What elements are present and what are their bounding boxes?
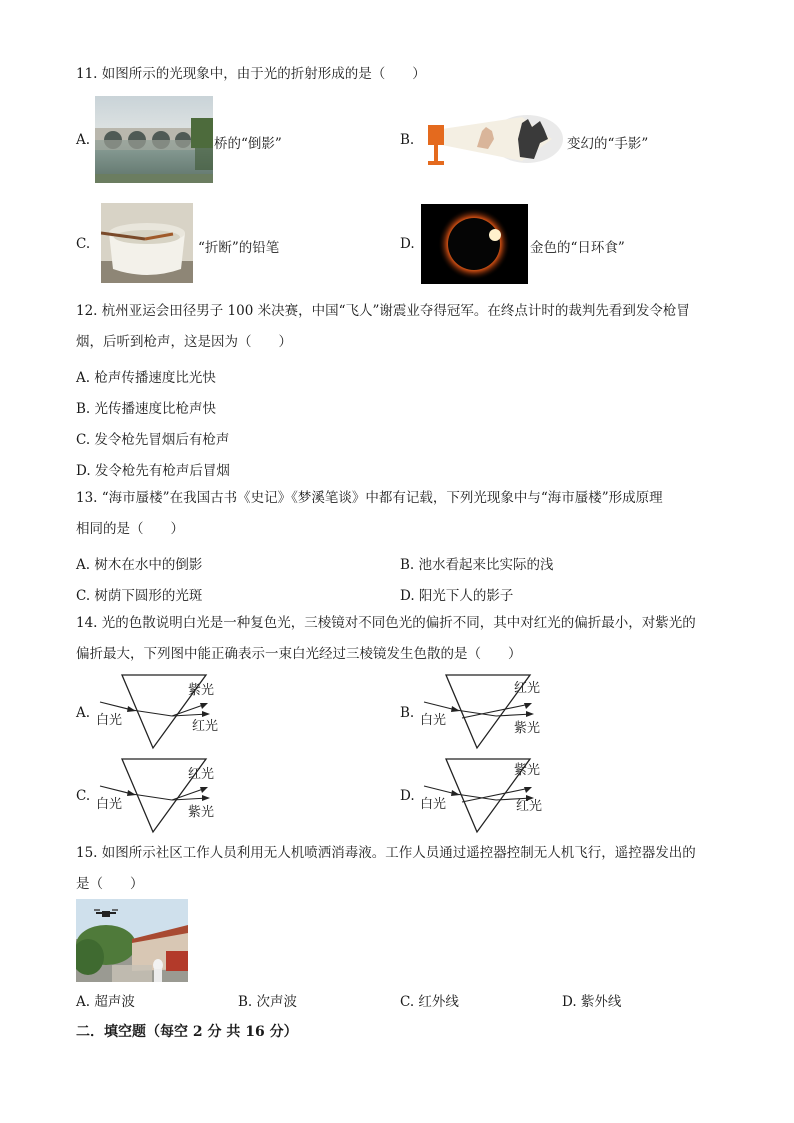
q11-option-a-caption: 桥的“倒影” [214, 136, 282, 152]
prism-diagram-c [88, 756, 238, 834]
q14-stem-line1: 14. 光的色散说明白光是一种复色光，三棱镜对不同色光的偏折不同，其中对红光的偏折最小，对紫光的 [76, 615, 696, 631]
section-2-heading: 二．填空题（每空 2 分 共 16 分） [76, 1024, 298, 1040]
bottom-ray-label-c: 紫光 [188, 805, 215, 820]
q11-stem: 11. 如图所示的光现象中，由于光的折射形成的是（ ） [76, 66, 426, 82]
q11-option-c-letter[interactable]: C. [76, 236, 91, 252]
q14-stem-line2: 偏折最大，下列图中能正确表示一束白光经过三棱镜发生色散的是（ ） [76, 646, 522, 662]
q11-option-c-caption: “折断”的铅笔 [198, 240, 280, 256]
q12-stem-line2: 烟，后听到枪声，这是因为（ ） [76, 334, 292, 350]
q15-option-d[interactable]: D. 紫外线 [562, 994, 622, 1010]
white-light-label-c: 白光 [96, 797, 123, 812]
q13-stem-line2: 相同的是（ ） [76, 521, 184, 537]
q12-option-c[interactable]: C. 发令枪先冒烟后有枪声 [76, 432, 230, 448]
q15-stem-line2: 是（ ） [76, 876, 144, 892]
q15-option-b[interactable]: B. 次声波 [238, 994, 298, 1010]
q13-option-d[interactable]: D. 阳光下人的影子 [400, 588, 514, 604]
top-ray-label-a: 紫光 [188, 683, 215, 698]
bottom-ray-label-b: 紫光 [514, 721, 541, 736]
q12-stem-line1: 12. 杭州亚运会田径男子 100 米决赛，中国“飞人”谢震业夺得冠军。在终点计时的裁判先看到发令枪冒 [76, 303, 690, 319]
q13-option-a[interactable]: A. 树木在水中的倒影 [76, 557, 203, 573]
prism-diagram-d [412, 756, 562, 834]
white-light-label-a: 白光 [96, 713, 123, 728]
q11-option-b-caption: 变幻的“手影” [567, 136, 649, 152]
drone-spraying-image [76, 899, 188, 982]
q14-option-d-letter[interactable]: D. [400, 788, 415, 804]
solar-eclipse-image [421, 204, 528, 284]
prism-diagram-a [88, 672, 238, 750]
q12-option-a[interactable]: A. 枪声传播速度比光快 [76, 370, 216, 386]
bridge-reflection-image [95, 96, 213, 183]
q15-stem-line1: 15. 如图所示社区工作人员利用无人机喷洒消毒液。工作人员通过遥控器控制无人机飞行，遥控器发出的 [76, 845, 696, 861]
q15-option-a[interactable]: A. 超声波 [76, 994, 135, 1010]
q14-option-c-letter[interactable]: C. [76, 788, 91, 804]
q12-option-d[interactable]: D. 发令枪先有枪声后冒烟 [76, 463, 230, 479]
hand-shadow-image [422, 109, 564, 169]
bottom-ray-label-d: 红光 [516, 799, 543, 814]
white-light-label-b: 白光 [420, 713, 447, 728]
white-light-label-d: 白光 [420, 797, 447, 812]
q13-option-b[interactable]: B. 池水看起来比实际的浅 [400, 557, 554, 573]
top-ray-label-d: 紫光 [514, 763, 541, 778]
top-ray-label-c: 红光 [188, 767, 215, 782]
top-ray-label-b: 红光 [514, 681, 541, 696]
q12-option-b[interactable]: B. 光传播速度比枪声快 [76, 401, 217, 417]
bent-pencil-image [101, 203, 193, 283]
q11-option-d-caption: 金色的“日环食” [530, 240, 625, 256]
q13-option-c[interactable]: C. 树荫下圆形的光斑 [76, 588, 203, 604]
q11-option-b-letter[interactable]: B. [400, 132, 415, 148]
q15-option-c[interactable]: C. 红外线 [400, 994, 459, 1010]
q14-option-a-letter[interactable]: A. [76, 705, 91, 721]
prism-diagram-b [412, 670, 562, 750]
q13-stem-line1: 13. “海市蜃楼”在我国古书《史记》《梦溪笔谈》中都有记载，下列光现象中与“海市蜃楼”形成原理 [76, 490, 663, 506]
bottom-ray-label-a: 红光 [192, 719, 219, 734]
q14-option-b-letter[interactable]: B. [400, 705, 415, 721]
q11-option-d-letter[interactable]: D. [400, 236, 415, 252]
q11-option-a-letter[interactable]: A. [76, 132, 91, 148]
